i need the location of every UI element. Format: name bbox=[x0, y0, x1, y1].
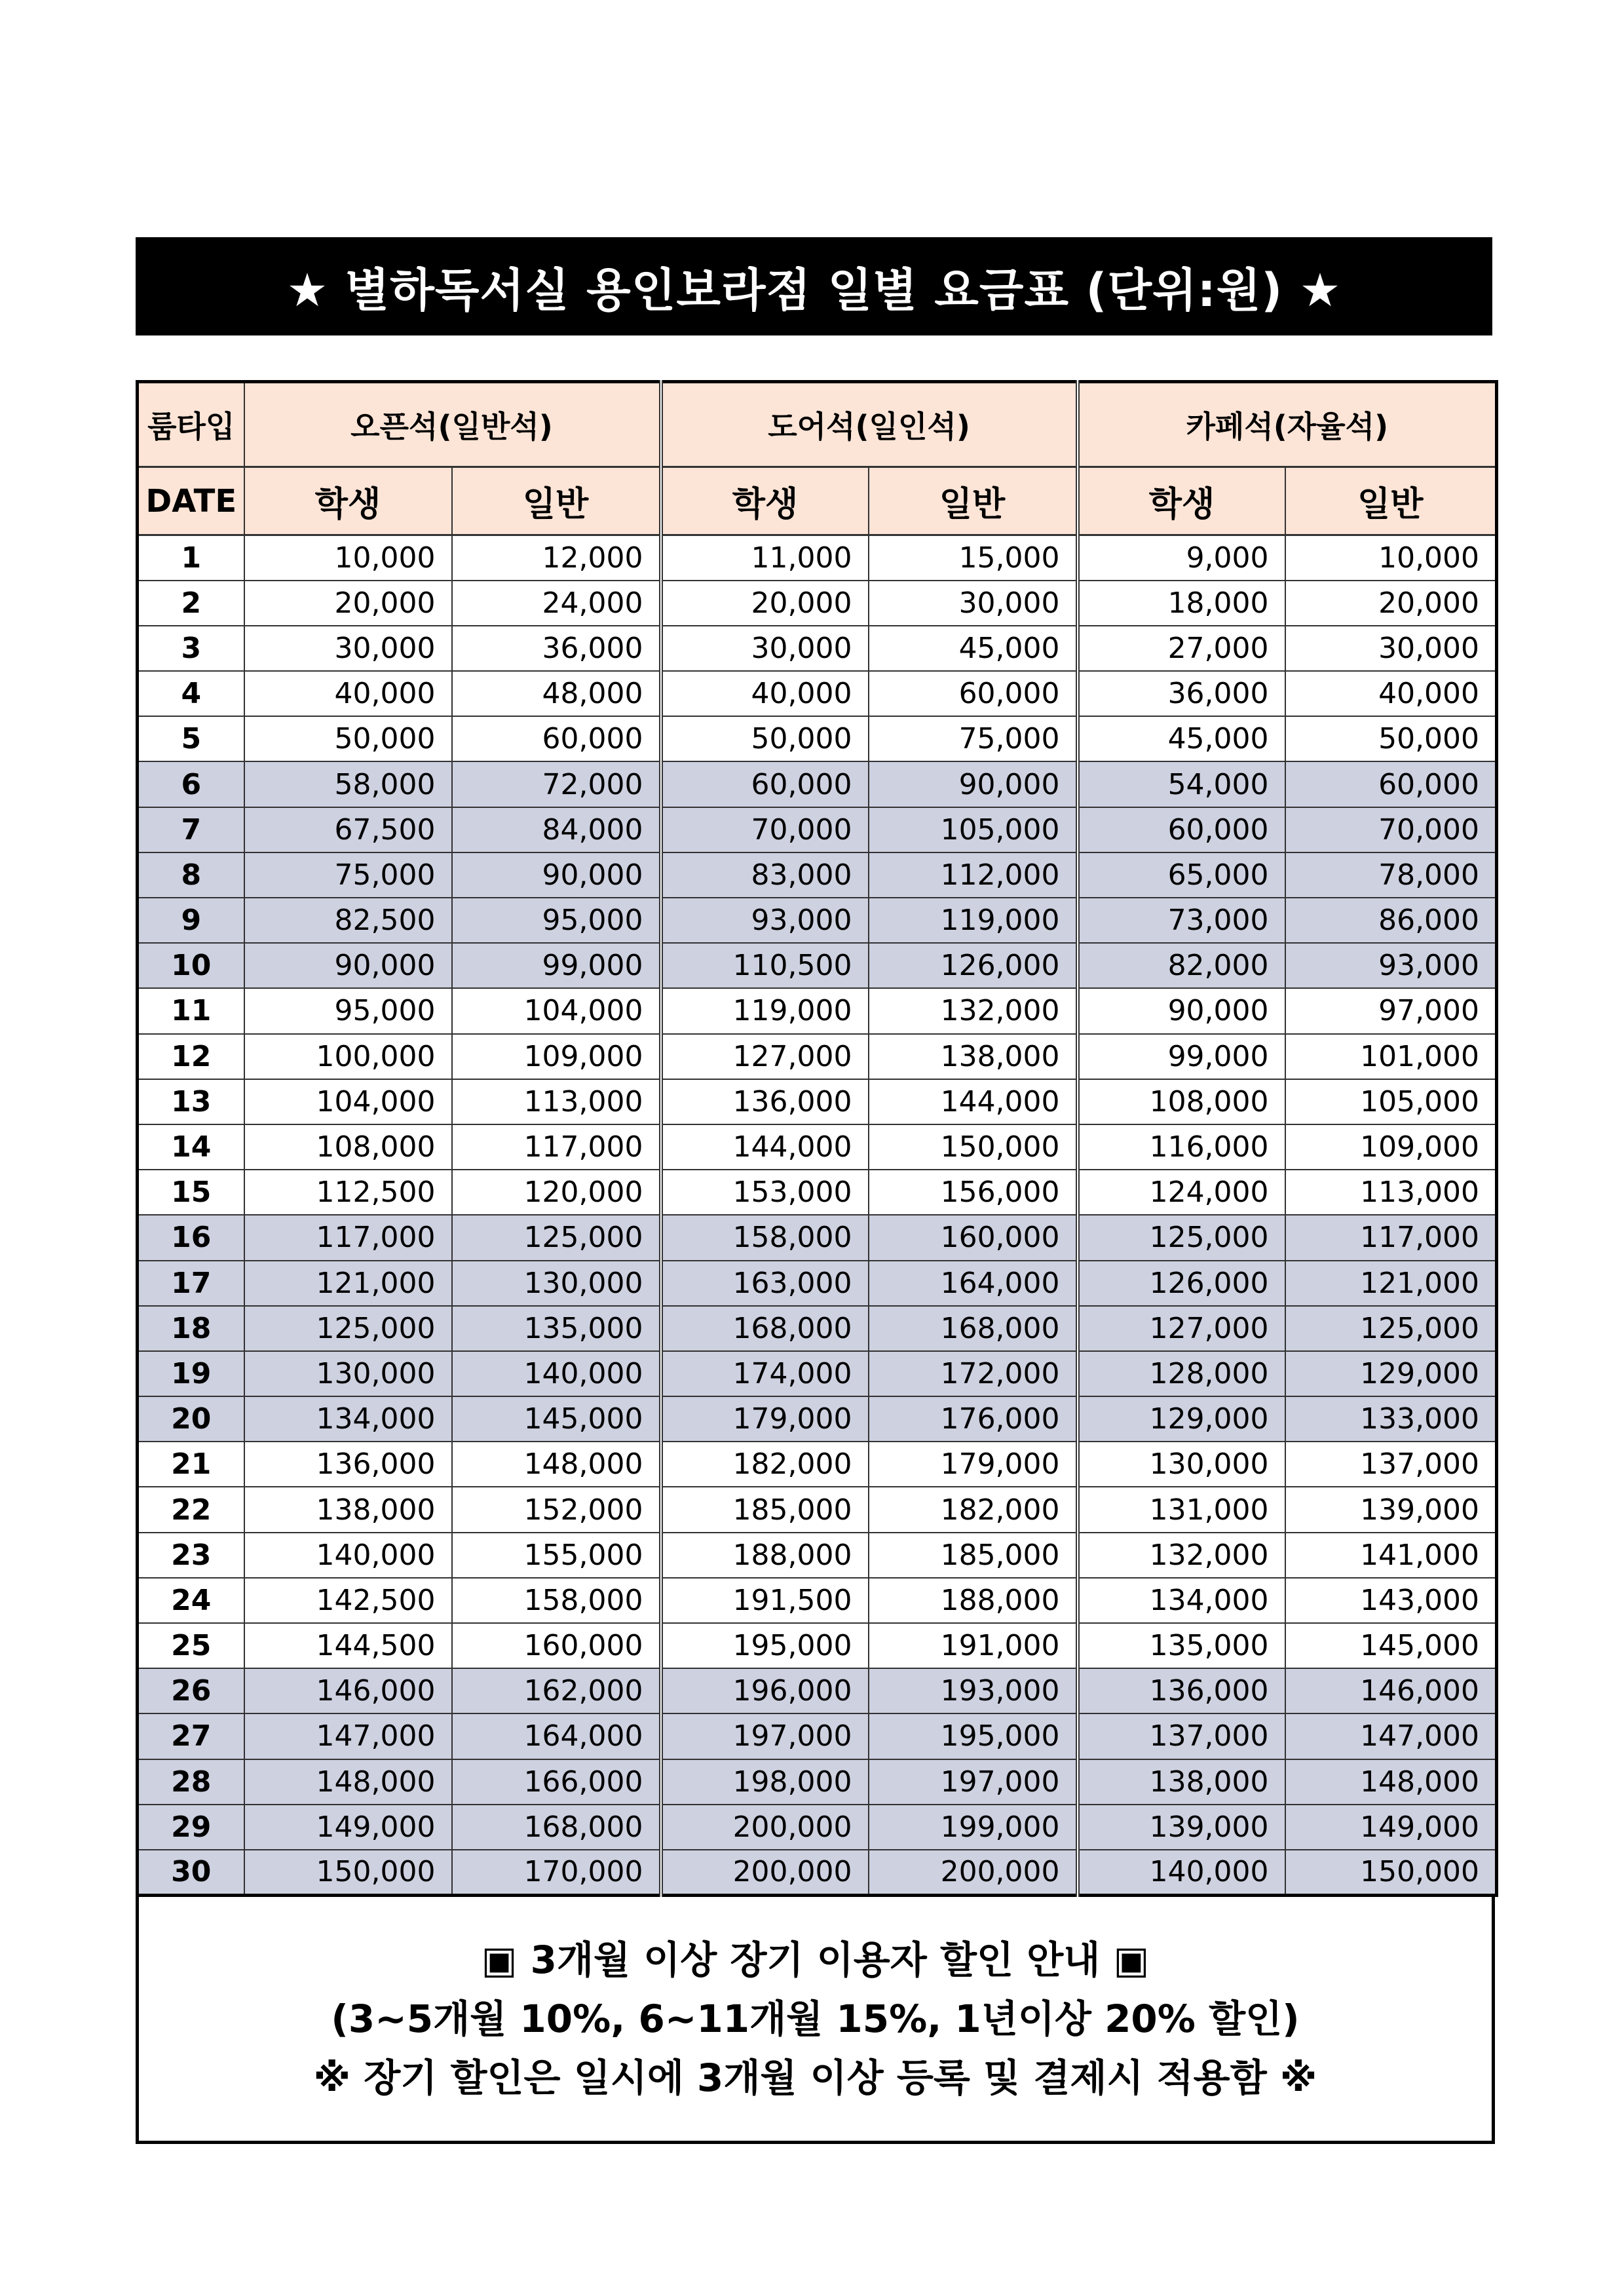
table-row bbox=[138, 1306, 1497, 1351]
price-cell: 152,000 bbox=[452, 1487, 661, 1532]
price-cell: 95,000 bbox=[452, 898, 661, 943]
price-cell: 150,000 bbox=[869, 1124, 1078, 1170]
price-cell: 18,000 bbox=[1078, 581, 1285, 626]
price-cell: 36,000 bbox=[1078, 671, 1285, 716]
subheader-general: 일반 bbox=[869, 467, 1078, 535]
price-cell: 82,500 bbox=[244, 898, 452, 943]
price-cell: 149,000 bbox=[1285, 1805, 1497, 1850]
price-cell: 198,000 bbox=[661, 1759, 869, 1805]
price-cell: 142,500 bbox=[244, 1578, 452, 1623]
price-cell: 196,000 bbox=[661, 1668, 869, 1713]
price-cell: 105,000 bbox=[1285, 1079, 1497, 1124]
table-row bbox=[138, 1578, 1497, 1623]
price-cell: 90,000 bbox=[869, 761, 1078, 807]
price-cell: 133,000 bbox=[1285, 1396, 1497, 1442]
price-cell: 50,000 bbox=[1285, 716, 1497, 761]
table-row bbox=[138, 807, 1497, 852]
price-cell: 155,000 bbox=[452, 1533, 661, 1578]
price-cell: 83,000 bbox=[661, 852, 869, 898]
price-cell: 60,000 bbox=[1078, 807, 1285, 852]
price-cell: 84,000 bbox=[452, 807, 661, 852]
price-cell: 30,000 bbox=[1285, 626, 1497, 671]
price-cell: 60,000 bbox=[661, 761, 869, 807]
price-cell: 60,000 bbox=[869, 671, 1078, 716]
day-cell: 25 bbox=[138, 1623, 244, 1668]
day-cell: 21 bbox=[138, 1442, 244, 1487]
price-cell: 36,000 bbox=[452, 626, 661, 671]
table-row bbox=[138, 1351, 1497, 1396]
table-row bbox=[138, 1034, 1497, 1079]
price-cell: 50,000 bbox=[244, 716, 452, 761]
price-cell: 130,000 bbox=[244, 1351, 452, 1396]
price-cell: 136,000 bbox=[1078, 1668, 1285, 1713]
price-cell: 70,000 bbox=[1285, 807, 1497, 852]
price-cell: 117,000 bbox=[1285, 1215, 1497, 1260]
day-cell: 26 bbox=[138, 1668, 244, 1713]
price-cell: 168,000 bbox=[452, 1805, 661, 1850]
price-cell: 200,000 bbox=[661, 1850, 869, 1895]
price-cell: 138,000 bbox=[1078, 1759, 1285, 1805]
price-cell: 12,000 bbox=[452, 535, 661, 581]
price-cell: 125,000 bbox=[1078, 1215, 1285, 1260]
table-row bbox=[138, 1170, 1497, 1215]
price-cell: 104,000 bbox=[452, 988, 661, 1033]
table-row bbox=[138, 1396, 1497, 1442]
table-row bbox=[138, 716, 1497, 761]
price-cell: 146,000 bbox=[1285, 1668, 1497, 1713]
group-header-open-seat: 오픈석(일반석) bbox=[244, 382, 661, 467]
rate-table bbox=[136, 380, 1498, 1897]
price-cell: 72,000 bbox=[452, 761, 661, 807]
price-cell: 127,000 bbox=[1078, 1306, 1285, 1351]
page-title: ★ 별하독서실 용인보라점 일별 요금표 (단위:원) ★ bbox=[136, 237, 1492, 335]
price-cell: 10,000 bbox=[244, 535, 452, 581]
price-cell: 129,000 bbox=[1078, 1396, 1285, 1442]
price-cell: 126,000 bbox=[869, 943, 1078, 988]
price-cell: 60,000 bbox=[1285, 761, 1497, 807]
price-cell: 179,000 bbox=[661, 1396, 869, 1442]
price-cell: 110,500 bbox=[661, 943, 869, 988]
price-cell: 140,000 bbox=[452, 1351, 661, 1396]
day-cell: 28 bbox=[138, 1759, 244, 1805]
day-cell: 20 bbox=[138, 1396, 244, 1442]
table-row bbox=[138, 1713, 1497, 1759]
day-cell: 10 bbox=[138, 943, 244, 988]
price-cell: 126,000 bbox=[1078, 1261, 1285, 1306]
price-cell: 10,000 bbox=[1285, 535, 1497, 581]
table-row bbox=[138, 898, 1497, 943]
price-cell: 195,000 bbox=[869, 1713, 1078, 1759]
price-cell: 70,000 bbox=[661, 807, 869, 852]
price-cell: 144,000 bbox=[869, 1079, 1078, 1124]
price-cell: 121,000 bbox=[1285, 1261, 1497, 1306]
price-cell: 160,000 bbox=[452, 1623, 661, 1668]
price-cell: 112,500 bbox=[244, 1170, 452, 1215]
price-cell: 185,000 bbox=[869, 1533, 1078, 1578]
day-cell: 12 bbox=[138, 1034, 244, 1079]
price-cell: 104,000 bbox=[244, 1079, 452, 1124]
price-cell: 82,000 bbox=[1078, 943, 1285, 988]
price-cell: 119,000 bbox=[661, 988, 869, 1033]
price-cell: 93,000 bbox=[1285, 943, 1497, 988]
day-cell: 2 bbox=[138, 581, 244, 626]
price-cell: 132,000 bbox=[1078, 1533, 1285, 1578]
price-cell: 15,000 bbox=[869, 535, 1078, 581]
price-cell: 164,000 bbox=[869, 1261, 1078, 1306]
price-cell: 129,000 bbox=[1285, 1351, 1497, 1396]
price-cell: 24,000 bbox=[452, 581, 661, 626]
price-cell: 119,000 bbox=[869, 898, 1078, 943]
price-cell: 132,000 bbox=[869, 988, 1078, 1033]
price-cell: 73,000 bbox=[1078, 898, 1285, 943]
price-cell: 20,000 bbox=[1285, 581, 1497, 626]
price-cell: 113,000 bbox=[452, 1079, 661, 1124]
price-cell: 145,000 bbox=[1285, 1623, 1497, 1668]
price-cell: 120,000 bbox=[452, 1170, 661, 1215]
table-row bbox=[138, 1850, 1497, 1895]
price-cell: 199,000 bbox=[869, 1805, 1078, 1850]
price-cell: 95,000 bbox=[244, 988, 452, 1033]
price-cell: 27,000 bbox=[1078, 626, 1285, 671]
day-cell: 22 bbox=[138, 1487, 244, 1532]
price-cell: 147,000 bbox=[244, 1713, 452, 1759]
price-cell: 78,000 bbox=[1285, 852, 1497, 898]
table-row bbox=[138, 988, 1497, 1033]
group-header-cafe-seat: 카페석(자율석) bbox=[1078, 382, 1497, 467]
price-cell: 160,000 bbox=[869, 1215, 1078, 1260]
price-cell: 200,000 bbox=[661, 1805, 869, 1850]
price-cell: 140,000 bbox=[1078, 1850, 1285, 1895]
rate-table-body bbox=[138, 535, 1497, 1896]
price-cell: 182,000 bbox=[869, 1487, 1078, 1532]
table-row bbox=[138, 1623, 1497, 1668]
day-cell: 18 bbox=[138, 1306, 244, 1351]
table-row bbox=[138, 671, 1497, 716]
price-cell: 109,000 bbox=[452, 1034, 661, 1079]
price-cell: 30,000 bbox=[661, 626, 869, 671]
price-cell: 130,000 bbox=[1078, 1442, 1285, 1487]
price-cell: 97,000 bbox=[1285, 988, 1497, 1033]
table-row bbox=[138, 1533, 1497, 1578]
price-cell: 101,000 bbox=[1285, 1034, 1497, 1079]
price-cell: 65,000 bbox=[1078, 852, 1285, 898]
discount-notice bbox=[136, 1896, 1495, 2144]
price-cell: 197,000 bbox=[869, 1759, 1078, 1805]
table-row bbox=[138, 943, 1497, 988]
price-cell: 40,000 bbox=[244, 671, 452, 716]
price-cell: 99,000 bbox=[1078, 1034, 1285, 1079]
price-cell: 125,000 bbox=[452, 1215, 661, 1260]
price-cell: 168,000 bbox=[661, 1306, 869, 1351]
price-cell: 164,000 bbox=[452, 1713, 661, 1759]
price-cell: 148,000 bbox=[244, 1759, 452, 1805]
price-cell: 138,000 bbox=[869, 1034, 1078, 1079]
day-cell: 6 bbox=[138, 761, 244, 807]
price-cell: 158,000 bbox=[452, 1578, 661, 1623]
day-cell: 8 bbox=[138, 852, 244, 898]
table-row bbox=[138, 1124, 1497, 1170]
day-cell: 19 bbox=[138, 1351, 244, 1396]
price-cell: 125,000 bbox=[1285, 1306, 1497, 1351]
price-cell: 11,000 bbox=[661, 535, 869, 581]
price-cell: 147,000 bbox=[1285, 1713, 1497, 1759]
price-cell: 45,000 bbox=[869, 626, 1078, 671]
price-cell: 153,000 bbox=[661, 1170, 869, 1215]
price-cell: 116,000 bbox=[1078, 1124, 1285, 1170]
day-cell: 1 bbox=[138, 535, 244, 581]
date-header: DATE bbox=[138, 467, 244, 535]
notice-rates: (3~5개월 10%, 6~11개월 15%, 1년이상 20% 할인) bbox=[331, 1996, 1300, 2041]
price-cell: 197,000 bbox=[661, 1713, 869, 1759]
price-cell: 30,000 bbox=[869, 581, 1078, 626]
day-cell: 11 bbox=[138, 988, 244, 1033]
price-cell: 179,000 bbox=[869, 1442, 1078, 1487]
price-cell: 75,000 bbox=[869, 716, 1078, 761]
price-cell: 100,000 bbox=[244, 1034, 452, 1079]
day-cell: 23 bbox=[138, 1533, 244, 1578]
price-cell: 113,000 bbox=[1285, 1170, 1497, 1215]
price-cell: 90,000 bbox=[1078, 988, 1285, 1033]
price-cell: 166,000 bbox=[452, 1759, 661, 1805]
price-cell: 188,000 bbox=[869, 1578, 1078, 1623]
price-cell: 141,000 bbox=[1285, 1533, 1497, 1578]
price-cell: 112,000 bbox=[869, 852, 1078, 898]
day-cell: 27 bbox=[138, 1713, 244, 1759]
table-row bbox=[138, 1668, 1497, 1713]
day-cell: 9 bbox=[138, 898, 244, 943]
price-cell: 195,000 bbox=[661, 1623, 869, 1668]
price-cell: 137,000 bbox=[1078, 1713, 1285, 1759]
price-cell: 137,000 bbox=[1285, 1442, 1497, 1487]
price-cell: 117,000 bbox=[244, 1215, 452, 1260]
group-header-door-seat: 도어석(일인석) bbox=[661, 382, 1078, 467]
price-cell: 136,000 bbox=[661, 1079, 869, 1124]
price-cell: 48,000 bbox=[452, 671, 661, 716]
price-cell: 124,000 bbox=[1078, 1170, 1285, 1215]
price-cell: 176,000 bbox=[869, 1396, 1078, 1442]
price-cell: 109,000 bbox=[1285, 1124, 1497, 1170]
price-cell: 67,500 bbox=[244, 807, 452, 852]
price-cell: 148,000 bbox=[452, 1442, 661, 1487]
price-cell: 170,000 bbox=[452, 1850, 661, 1895]
price-cell: 131,000 bbox=[1078, 1487, 1285, 1532]
day-cell: 4 bbox=[138, 671, 244, 716]
price-cell: 117,000 bbox=[452, 1124, 661, 1170]
price-cell: 150,000 bbox=[1285, 1850, 1497, 1895]
notice-condition: ※ 장기 할인은 일시에 3개월 이상 등록 및 결제시 적용함 ※ bbox=[313, 2055, 1317, 2100]
table-row bbox=[138, 626, 1497, 671]
price-cell: 143,000 bbox=[1285, 1578, 1497, 1623]
table-row bbox=[138, 581, 1497, 626]
day-cell: 24 bbox=[138, 1578, 244, 1623]
room-type-header: 룸타입 bbox=[138, 382, 244, 467]
price-cell: 191,500 bbox=[661, 1578, 869, 1623]
price-cell: 191,000 bbox=[869, 1623, 1078, 1668]
price-cell: 99,000 bbox=[452, 943, 661, 988]
day-cell: 3 bbox=[138, 626, 244, 671]
price-cell: 75,000 bbox=[244, 852, 452, 898]
table-row bbox=[138, 1487, 1497, 1532]
price-cell: 125,000 bbox=[244, 1306, 452, 1351]
table-row bbox=[138, 1442, 1497, 1487]
subheader-general: 일반 bbox=[452, 467, 661, 535]
day-cell: 14 bbox=[138, 1124, 244, 1170]
price-cell: 134,000 bbox=[244, 1396, 452, 1442]
price-cell: 140,000 bbox=[244, 1533, 452, 1578]
price-cell: 130,000 bbox=[452, 1261, 661, 1306]
price-cell: 168,000 bbox=[869, 1306, 1078, 1351]
price-cell: 182,000 bbox=[661, 1442, 869, 1487]
price-cell: 135,000 bbox=[1078, 1623, 1285, 1668]
price-cell: 127,000 bbox=[661, 1034, 869, 1079]
price-cell: 54,000 bbox=[1078, 761, 1285, 807]
price-cell: 86,000 bbox=[1285, 898, 1497, 943]
table-row bbox=[138, 761, 1497, 807]
price-cell: 145,000 bbox=[452, 1396, 661, 1442]
table-row bbox=[138, 1079, 1497, 1124]
price-cell: 136,000 bbox=[244, 1442, 452, 1487]
price-cell: 40,000 bbox=[1285, 671, 1497, 716]
day-cell: 15 bbox=[138, 1170, 244, 1215]
price-cell: 45,000 bbox=[1078, 716, 1285, 761]
price-cell: 90,000 bbox=[452, 852, 661, 898]
table-row bbox=[138, 1805, 1497, 1850]
price-cell: 139,000 bbox=[1285, 1487, 1497, 1532]
price-cell: 158,000 bbox=[661, 1215, 869, 1260]
subheader-student: 학생 bbox=[1078, 467, 1285, 535]
price-cell: 144,000 bbox=[661, 1124, 869, 1170]
price-cell: 172,000 bbox=[869, 1351, 1078, 1396]
day-cell: 17 bbox=[138, 1261, 244, 1306]
price-cell: 20,000 bbox=[244, 581, 452, 626]
price-cell: 108,000 bbox=[1078, 1079, 1285, 1124]
price-cell: 138,000 bbox=[244, 1487, 452, 1532]
price-cell: 40,000 bbox=[661, 671, 869, 716]
price-cell: 174,000 bbox=[661, 1351, 869, 1396]
day-cell: 30 bbox=[138, 1850, 244, 1895]
price-cell: 163,000 bbox=[661, 1261, 869, 1306]
price-cell: 200,000 bbox=[869, 1850, 1078, 1895]
price-cell: 105,000 bbox=[869, 807, 1078, 852]
price-cell: 185,000 bbox=[661, 1487, 869, 1532]
price-cell: 90,000 bbox=[244, 943, 452, 988]
day-cell: 13 bbox=[138, 1079, 244, 1124]
table-row bbox=[138, 1215, 1497, 1260]
subheader-student: 학생 bbox=[661, 467, 869, 535]
price-cell: 108,000 bbox=[244, 1124, 452, 1170]
price-cell: 193,000 bbox=[869, 1668, 1078, 1713]
day-cell: 29 bbox=[138, 1805, 244, 1850]
table-row bbox=[138, 1261, 1497, 1306]
price-cell: 58,000 bbox=[244, 761, 452, 807]
price-cell: 128,000 bbox=[1078, 1351, 1285, 1396]
subheader-general: 일반 bbox=[1285, 467, 1497, 535]
price-cell: 149,000 bbox=[244, 1805, 452, 1850]
price-cell: 30,000 bbox=[244, 626, 452, 671]
day-cell: 7 bbox=[138, 807, 244, 852]
price-cell: 134,000 bbox=[1078, 1578, 1285, 1623]
price-cell: 20,000 bbox=[661, 581, 869, 626]
table-row bbox=[138, 535, 1497, 581]
day-cell: 16 bbox=[138, 1215, 244, 1260]
price-cell: 144,500 bbox=[244, 1623, 452, 1668]
notice-heading: ▣ 3개월 이상 장기 이용자 할인 안내 ▣ bbox=[481, 1937, 1150, 1982]
price-cell: 9,000 bbox=[1078, 535, 1285, 581]
price-cell: 93,000 bbox=[661, 898, 869, 943]
price-cell: 188,000 bbox=[661, 1533, 869, 1578]
price-cell: 50,000 bbox=[661, 716, 869, 761]
price-cell: 150,000 bbox=[244, 1850, 452, 1895]
table-row bbox=[138, 1759, 1497, 1805]
price-cell: 148,000 bbox=[1285, 1759, 1497, 1805]
price-cell: 156,000 bbox=[869, 1170, 1078, 1215]
day-cell: 5 bbox=[138, 716, 244, 761]
table-row bbox=[138, 852, 1497, 898]
price-cell: 146,000 bbox=[244, 1668, 452, 1713]
price-cell: 135,000 bbox=[452, 1306, 661, 1351]
price-cell: 60,000 bbox=[452, 716, 661, 761]
price-cell: 139,000 bbox=[1078, 1805, 1285, 1850]
price-cell: 162,000 bbox=[452, 1668, 661, 1713]
price-cell: 121,000 bbox=[244, 1261, 452, 1306]
subheader-student: 학생 bbox=[244, 467, 452, 535]
